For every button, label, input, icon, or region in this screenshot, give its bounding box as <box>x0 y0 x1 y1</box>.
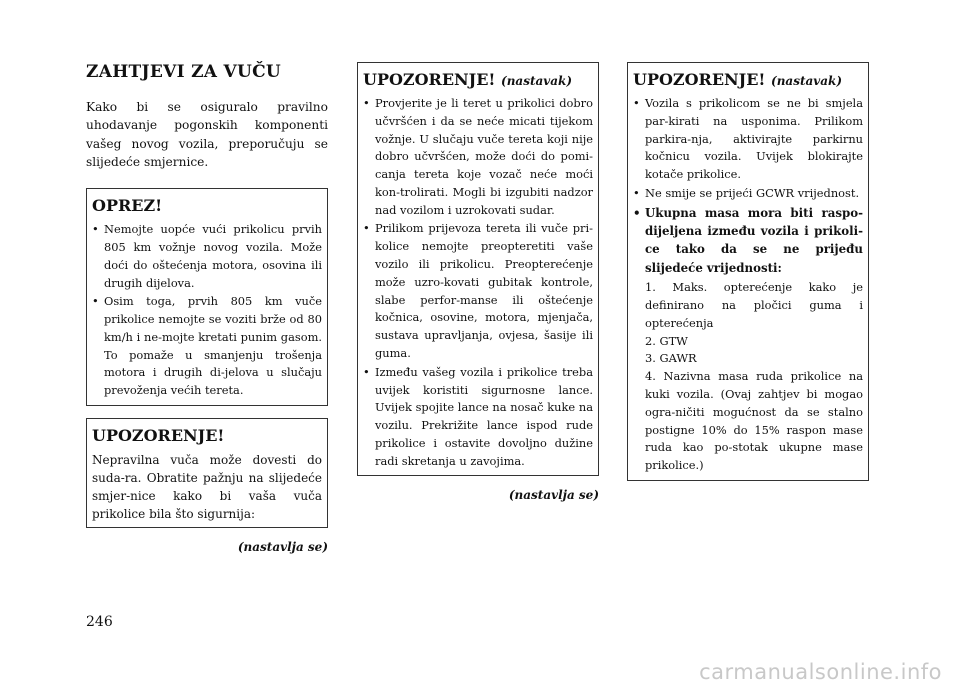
list-item: • Nemojte uopće vući prikolicu prvih 805 km vožnje novog vozila. Može doći do oštećenja motora, osovina ili drugih dijelova. <box>92 222 322 290</box>
list-item: • Prilikom prijevoza tereta ili vuče pri-kolice nemojte preopteretiti vaše vozilo ili prikolicu. Preopterećenje može uzro-kovati gubitak kontrole, slabe perfor-manse ili oštećenje kočnica, osovine, motora, mjenjača, sustava upravljanja, ovjesa, šasije ili guma. <box>363 221 593 360</box>
column-1 <box>86 62 328 554</box>
caution-title: OPREZ! <box>92 196 163 216</box>
list-item: • Vozila s prikolicom se ne bi smjela par-kirati na usponima. Prilikom parkira-nja, aktivirajte parkirnu kočnicu vozila. Uvijek blokirajte kotače prikolice. <box>633 96 863 182</box>
list-item: • Ukupna masa mora biti raspo-dijeljena između vozila i prikoli-ce tako da se ne prijeđu slijedeće vrijednosti: 1. Maks. opterećenje kako je definirano na pločici guma i opterećenja 2. GTW 3. GAWR 4. Nazivna masa ruda prikolice na kuki vozila. (Ovaj zahtjev bi mogao ogra-ničiti mogućnost da se stalno postigne 10% do 15% raspon mase ruda kao po-stotak ukupne mase prikolice.) <box>633 204 863 475</box>
sub-item: 1. Maks. opterećenje kako je definirano na pločici guma i opterećenja <box>645 280 863 330</box>
bullet-icon: • <box>363 96 370 110</box>
warning-text: Nepravilna vuča može dovesti do suda-ra. Obratite pažnju na slijedeće smjer-nice kako bi vaša vuča prikolice bila što sigurnija: <box>92 453 322 521</box>
bullet-icon: • <box>92 222 99 237</box>
warning-box-continued <box>627 62 869 481</box>
list-item: • Ne smije se prijeći GCWR vrijednost. <box>633 185 863 203</box>
column-2 <box>357 62 599 502</box>
page-number: 246 <box>86 614 113 630</box>
sub-item: 2. GTW <box>645 333 688 348</box>
sub-list <box>645 279 863 475</box>
warning-list <box>633 95 863 475</box>
sub-item: 4. Nazivna masa ruda prikolice na kuki vozila. (Ovaj zahtjev bi mogao ogra-ničiti mogućnost da se stalno postigne 10% do 15% raspon mase ruda kao po-stotak ukupne mase prikolice.) <box>645 369 863 473</box>
continued-tag: (nastavak) <box>771 74 843 88</box>
warning-box-continued <box>357 62 599 476</box>
bullet-icon: • <box>633 205 641 220</box>
warning-list <box>363 95 593 470</box>
caution-box <box>86 188 328 406</box>
warning-title: UPOZORENJE! <box>92 426 225 445</box>
bullet-icon: • <box>633 96 640 110</box>
column-3 <box>627 62 869 493</box>
page-title: ZAHTJEVI ZA VUČU <box>86 62 282 82</box>
list-item: • Između vašeg vozila i prikolice treba uvijek koristiti sigurnosne lance. Uvijek spojite lance na nosač kuke na vozilu. Prekrižite lance ispod rude prikolice i ostavite dovoljno dužine radi skretanja u zavojima. <box>363 364 593 468</box>
watermark: carmanualsonline.info <box>699 660 942 684</box>
list-item: • Osim toga, prvih 805 km vuče prikolice nemojte se voziti brže od 80 km/h i ne-mojte kretati punim gasom. To pomaže u smanjenju trošenja motora i drugih di-jelova u slučaju prevoženja većih tereta. <box>92 294 322 398</box>
warning-title: UPOZORENJE! (nastavak) <box>363 70 573 89</box>
bullet-icon: • <box>92 294 99 309</box>
continued-label: (nastavlja se) <box>508 488 599 503</box>
bullet-icon: • <box>363 364 370 379</box>
continued-tag: (nastavak) <box>501 74 573 88</box>
sub-item: 3. GAWR <box>645 351 697 366</box>
bullet-icon: • <box>633 185 640 200</box>
bullet-icon: • <box>363 221 370 236</box>
warning-title: UPOZORENJE! (nastavak) <box>633 70 843 89</box>
caution-list <box>92 221 322 400</box>
warning-box <box>86 418 328 528</box>
intro-text: Kako bi se osiguralo pravilno uhodavanje pogonskih komponenti vašeg novog vozila, preporučuju se slijedeće smjernice. <box>86 100 328 169</box>
continued-label: (nastavlja se) <box>237 540 328 554</box>
list-item: • Provjerite je li teret u prikolici dobro učvršćen i da se neće micati tijekom vožnje. U slučaju vuče tereta koji nije dobro učvršćen, može doći do pomi-canja tereta koje vozač neće moći kon-trolirati. Mogli bi izgubiti nadzor nad vozilom i uzrokovati sudar. <box>363 96 593 217</box>
